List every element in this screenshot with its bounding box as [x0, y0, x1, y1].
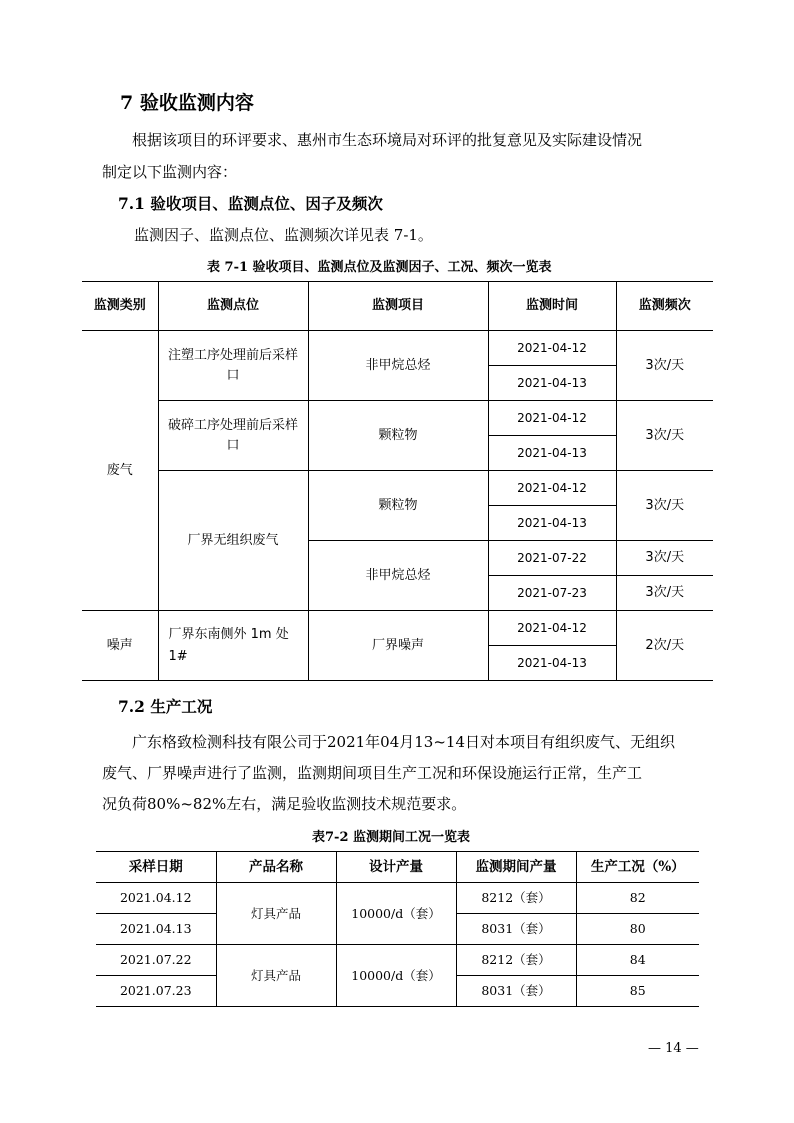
- header-design-capacity: 设计产量: [336, 852, 456, 883]
- date-cell: 2021-04-13: [488, 366, 616, 401]
- date-cell: 2021-07-22: [488, 541, 616, 576]
- header-frequency: 监测频次: [616, 282, 713, 331]
- load-percent: 85: [576, 976, 699, 1007]
- load-percent: 84: [576, 945, 699, 976]
- section-7-heading: 7 验收监测内容: [120, 92, 254, 114]
- section-7-intro-line-2: 制定以下监测内容：: [102, 163, 238, 181]
- monitored-output: 8031（套）: [456, 914, 576, 945]
- sample-date: 2021.07.22: [96, 945, 216, 976]
- product-name: 灯具产品: [216, 883, 336, 945]
- frequency-cell: 2次/天: [616, 611, 713, 681]
- header-time: 监测时间: [488, 282, 616, 331]
- section-7-2-para-line-3: 况负荷80%~82%左右，满足验收监测技术规范要求。: [102, 795, 467, 813]
- monitored-output: 8212（套）: [456, 883, 576, 914]
- monitored-output: 8212（套）: [456, 945, 576, 976]
- table-row: [96, 945, 699, 976]
- date-cell: 2021-04-13: [488, 506, 616, 541]
- category-waste-gas: 废气: [82, 331, 158, 611]
- table-row: [96, 883, 699, 914]
- sample-date: 2021.04.13: [96, 914, 216, 945]
- monitored-output: 8031（套）: [456, 976, 576, 1007]
- item-nmhc: 非甲烷总烃: [308, 331, 488, 401]
- table-row: [82, 611, 713, 646]
- section-7-1-text: 监测因子、监测点位、监测频次详见表 7-1。: [134, 226, 433, 244]
- page-number: — 14 —: [648, 1041, 699, 1056]
- table-7-1-caption: 表 7-1 验收项目、监测点位及监测因子、工况、频次一览表: [207, 260, 552, 275]
- header-sample-date: 采样日期: [96, 852, 216, 883]
- section-7-2-heading: 7.2 生产工况: [118, 697, 213, 716]
- header-location: 监测点位: [158, 282, 308, 331]
- item-noise: 厂界噪声: [308, 611, 488, 681]
- header-category: 监测类别: [82, 282, 158, 331]
- frequency-cell: 3次/天: [616, 401, 713, 471]
- frequency-cell: 3次/天: [616, 541, 713, 576]
- table-7-2: [96, 851, 699, 1007]
- header-product: 产品名称: [216, 852, 336, 883]
- frequency-cell: 3次/天: [616, 471, 713, 541]
- table-7-1-header-row: [82, 282, 713, 331]
- date-cell: 2021-07-23: [488, 576, 616, 611]
- header-output: 监测期间产量: [456, 852, 576, 883]
- frequency-cell: 3次/天: [616, 576, 713, 611]
- load-percent: 82: [576, 883, 699, 914]
- product-name: 灯具产品: [216, 945, 336, 1007]
- frequency-cell: 3次/天: [616, 331, 713, 401]
- date-cell: 2021-04-13: [488, 646, 616, 681]
- table-7-1: [82, 281, 713, 681]
- item-particulate: 颗粒物: [308, 471, 488, 541]
- section-7-1-heading: 7.1 验收项目、监测点位、因子及频次: [118, 194, 383, 213]
- header-item: 监测项目: [308, 282, 488, 331]
- date-cell: 2021-04-12: [488, 331, 616, 366]
- header-load: 生产工况（%）: [576, 852, 699, 883]
- date-cell: 2021-04-12: [488, 401, 616, 436]
- location-noise-point: 厂界东南侧外 1m 处 1#: [158, 611, 308, 681]
- category-noise: 噪声: [82, 611, 158, 681]
- table-7-2-caption: 表7-2 监测期间工况一览表: [312, 830, 471, 845]
- table-7-2-header-row: [96, 852, 699, 883]
- date-cell: 2021-04-12: [488, 471, 616, 506]
- location-crushing: 破碎工序处理前后采样口: [158, 401, 308, 471]
- load-percent: 80: [576, 914, 699, 945]
- location-boundary: 厂界无组织废气: [158, 471, 308, 611]
- item-nmhc: 非甲烷总烃: [308, 541, 488, 611]
- sample-date: 2021.07.23: [96, 976, 216, 1007]
- design-capacity: 10000/d（套）: [336, 945, 456, 1007]
- location-injection: 注塑工序处理前后采样口: [158, 331, 308, 401]
- item-particulate: 颗粒物: [308, 401, 488, 471]
- section-7-2-para-line-1: 广东格致检测科技有限公司于2021年04月13~14日对本项目有组织废气、无组织: [132, 733, 676, 751]
- section-7-intro-line-1: 根据该项目的环评要求、惠州市生态环境局对环评的批复意见及实际建设情况: [132, 131, 643, 149]
- date-cell: 2021-04-13: [488, 436, 616, 471]
- date-cell: 2021-04-12: [488, 611, 616, 646]
- section-7-2-para-line-2: 废气、厂界噪声进行了监测，监测期间项目生产工况和环保设施运行正常，生产工: [102, 764, 643, 782]
- table-row: [82, 331, 713, 366]
- table-row: [82, 401, 713, 436]
- table-row: [82, 471, 713, 506]
- design-capacity: 10000/d（套）: [336, 883, 456, 945]
- sample-date: 2021.04.12: [96, 883, 216, 914]
